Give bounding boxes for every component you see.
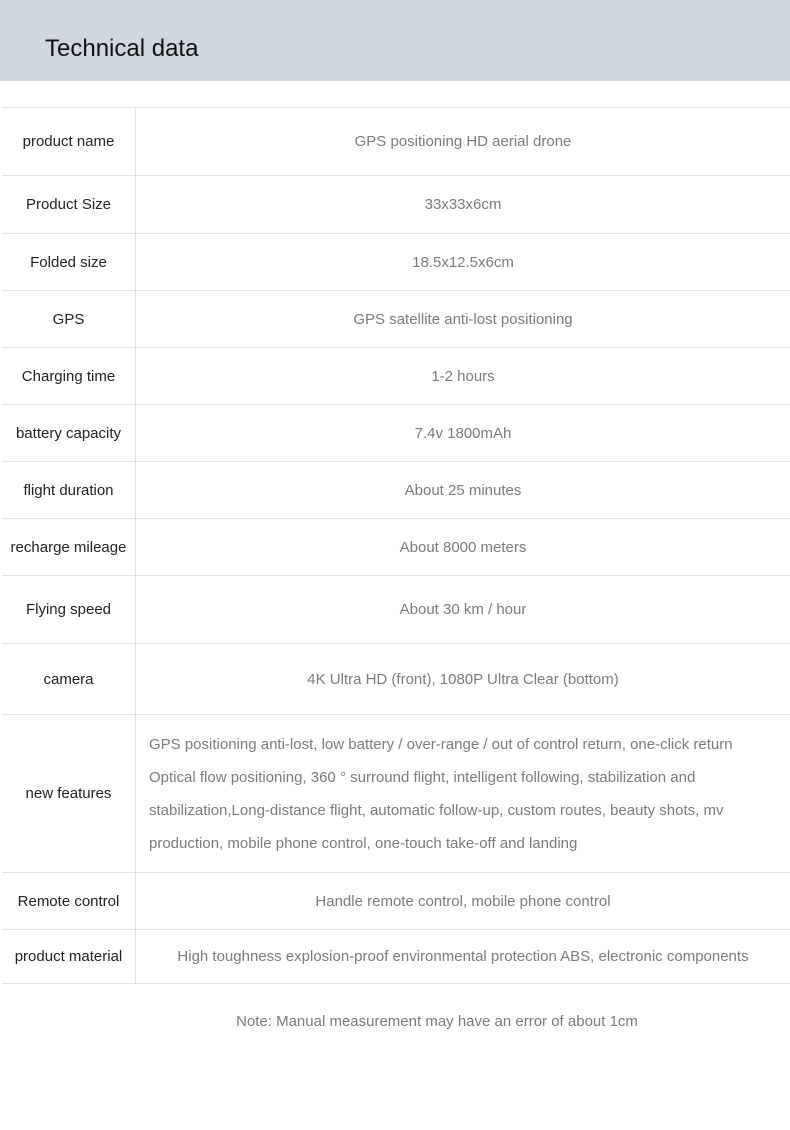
spec-value: 4K Ultra HD (front), 1080P Ultra Clear (bottom) — [307, 670, 619, 688]
spec-row-charging-time — [2, 348, 790, 405]
spec-label: camera — [2, 644, 136, 714]
spec-value: 1-2 hours — [431, 367, 495, 385]
spec-label: new features — [2, 715, 136, 872]
spec-label: Folded size — [2, 234, 136, 290]
spec-row-folded-size — [2, 234, 790, 291]
spec-value: About 25 minutes — [404, 481, 522, 499]
spec-label: Product Size — [2, 176, 136, 233]
spec-value: 7.4v 1800mAh — [414, 424, 512, 442]
spec-value: About 8000 meters — [399, 538, 527, 556]
spec-label: Remote control — [2, 873, 136, 929]
measurement-note: Note: Manual measurement may have an error of about 1cm — [236, 1013, 638, 1030]
spec-value: About 30 km / hour — [399, 601, 527, 618]
spec-label: Charging time — [2, 348, 136, 404]
spec-row-flying-speed — [2, 576, 790, 644]
spec-row-product-size — [2, 176, 790, 234]
spec-row-gps — [2, 291, 790, 348]
spec-value: High toughness explosion-proof environmental protection ABS, electronic components — [177, 948, 749, 965]
spec-label: GPS — [2, 291, 136, 347]
spec-value: 33x33x6cm — [424, 196, 502, 213]
spec-label: product name — [2, 108, 136, 175]
spec-row-camera — [2, 644, 790, 715]
spec-value: Handle remote control, mobile phone control — [315, 892, 611, 910]
spec-row-battery-capacity — [2, 405, 790, 462]
spec-value: GPS satellite anti-lost positioning — [353, 310, 573, 328]
spec-row-new-features — [2, 715, 790, 873]
spec-row-recharge-mileage — [2, 519, 790, 576]
spec-table — [2, 107, 790, 984]
spec-label: flight duration — [2, 462, 136, 518]
spec-label: recharge mileage — [2, 519, 136, 575]
spec-value: GPS positioning anti-lost, low battery / over-range / out of control return, one-click return Optical flow positioning, 360 ° surround flight, intelligent following, stabilization and stabilization,Long-distance flight, automatic follow-up, custom routes, beauty shots, mv production, mobile phone control, one-touch take-off and landing — [149, 735, 733, 852]
spec-label: battery capacity — [2, 405, 136, 461]
page-title: Technical data — [45, 35, 199, 62]
spec-row-product-material — [2, 930, 790, 984]
spec-label: product material — [2, 930, 136, 983]
spec-label: Flying speed — [2, 576, 136, 643]
spec-row-remote-control — [2, 873, 790, 930]
header-bar — [0, 0, 790, 81]
spec-row-product-name — [2, 108, 790, 176]
spec-value: GPS positioning HD aerial drone — [354, 133, 572, 150]
spec-row-flight-duration — [2, 462, 790, 519]
spec-value: 18.5x12.5x6cm — [412, 253, 514, 271]
